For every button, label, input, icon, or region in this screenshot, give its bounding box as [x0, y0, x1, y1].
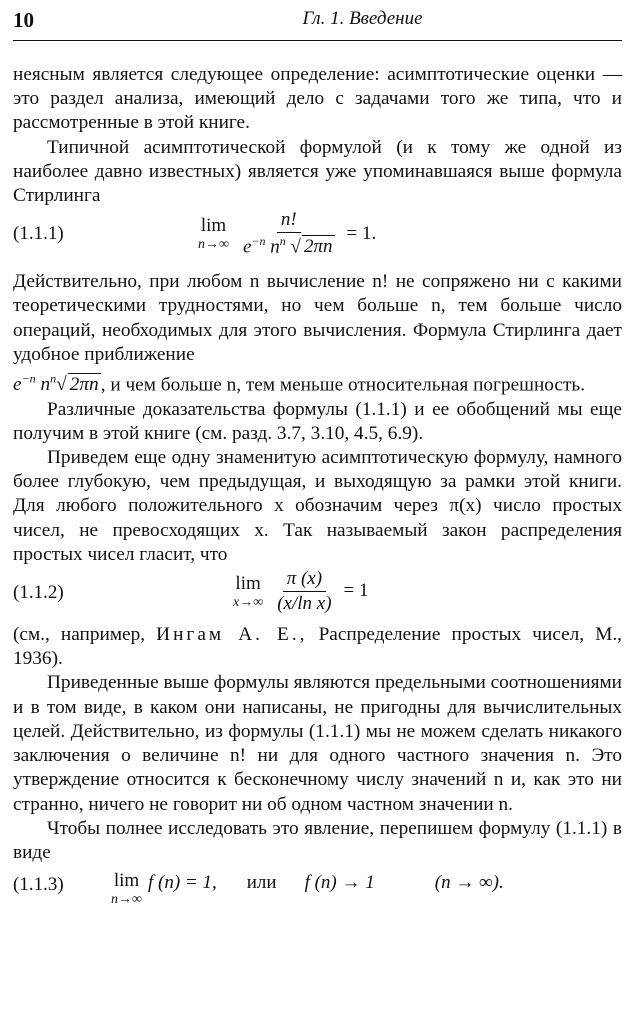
paragraph-4: $e^{-n}$ $n^n√$ 2πn , и чем больше n, тем меньше относительная погрешность. — [13, 372, 586, 396]
formula-condition: (n → ∞). — [434, 872, 504, 894]
limit-operator: lim n→∞ — [111, 870, 142, 908]
numerator: n! — [277, 210, 301, 233]
stirling-formula — [198, 210, 376, 257]
equation-rhs: = 1. — [346, 222, 377, 244]
equation-rhs: = 1 — [343, 580, 369, 602]
limit-formula — [111, 871, 504, 907]
author-name: Ингам А. Е., — [156, 624, 308, 646]
word-or: или — [246, 872, 277, 894]
running-header — [13, 0, 622, 41]
equation-tag: (1.1.2) — [13, 582, 64, 604]
numerator: π (x) — [283, 569, 326, 592]
paragraph-5: Различные доказательства формулы (1.1.1) и ее обобщений мы еще получим в этой книге (см. разд. 3.7, 3.10, 4.5, 6.9). — [13, 398, 622, 444]
prime-number-formula — [233, 569, 369, 614]
denominator: $e^{-n}$ $n^n$ √ 2πn — [242, 234, 333, 258]
limit-operator: lim n→∞ — [198, 214, 229, 252]
paragraph-8: Приведенные выше формулы являются предельными соотношениями и в том виде, в каком они написаны, не пригодны для вычислительных целей. Действительно, из формулы (1.1.1) мы не можем сделать никакого заключения о величине n! ни для одного частного значения n. Это утверждение относится к бесконечному числу значений n и, как это ни странно, ничего не говорит ни об одном частном значении n. — [13, 672, 623, 815]
paragraph-1: неясным является следующее определение: асимптотические оценки — это раздел анализа, имеющий дело с задачами того же типа, что и рассмотренные в этой книге. — [13, 64, 622, 134]
formula-part-2: f (n) → 1 — [304, 872, 375, 894]
running-title: Гл. 1. Введение — [302, 8, 423, 29]
equation-1-1-2 — [13, 567, 622, 623]
paragraph-2: Типичной асимптотической формулой (и к тому же одной из наиболее давно известных) является уже упоминавшаяся выше формула Стирлинга — [13, 136, 622, 207]
formula-part-1: f (n) = 1, — [147, 872, 217, 894]
fraction — [239, 210, 339, 257]
paragraph-6: Приведем еще одну знаменитую асимптотическую формулу, намного более глубокую, чем предыдущая, и выходящую за рамки этой книги. Для любого положительного x обозначим через π(x) число простых чисел, не превосходящих x. Так называемый закон распределения простых чисел гласит, что — [13, 447, 622, 565]
paragraph-9: Чтобы полнее исследовать это явление, перепишем формулу (1.1.1) в виде — [13, 817, 622, 863]
equation-1-1-1 — [13, 208, 622, 270]
page-number: 10 — [13, 8, 34, 32]
denominator: (x/ln x) — [277, 593, 332, 615]
equation-tag: (1.1.1) — [13, 223, 64, 245]
equation-tag: (1.1.3) — [13, 874, 64, 896]
equation-1-1-3 — [13, 865, 622, 921]
approx-formula: $e^{-n}$ $n^n√$ 2πn — [13, 372, 99, 396]
body-text — [13, 63, 622, 921]
limit-operator: lim x→∞ — [233, 572, 264, 610]
paragraph-3: Действительно, при любом n вычисление n! не сопряжено ни с какими теоретическими трудностями, но чем больше n, тем больше число операций, необходимых для этого вычисления. Формула Стирлинга дает удобное приближение — [13, 271, 622, 365]
fraction — [273, 569, 335, 614]
paragraph-7: (см., например, Ингам А. Е., Распределение простых чисел, М., 1936). — [13, 624, 622, 670]
